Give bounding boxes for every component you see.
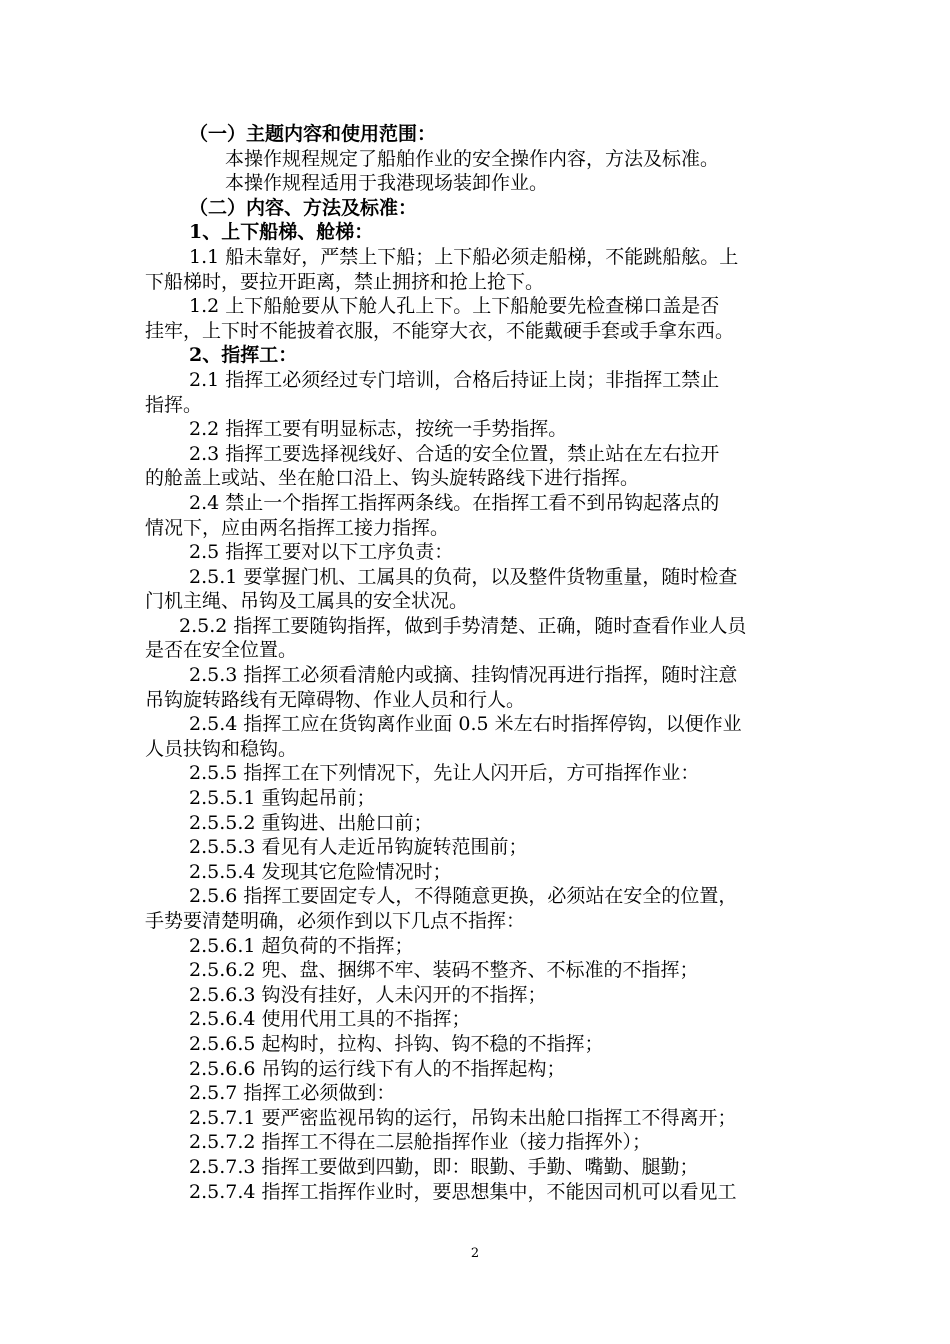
paragraph-line: 手势要清楚明确，必须作到以下几点不指挥： bbox=[145, 910, 526, 932]
paragraph-line: 2.5.4 指挥工应在货钩离作业面 0.5 米左右时指挥停钩，以便作业 bbox=[189, 713, 742, 736]
section-heading-1: （一）主题内容和使用范围： bbox=[189, 123, 437, 145]
paragraph-line: 1.2 上下船舱要从下舱人孔上下。上下船舱要先检查梯口盖是否 bbox=[189, 295, 720, 318]
paragraph-line: 2.5.3 指挥工必须看清舱内或摘、挂钩情况再进行指挥，随时注意 bbox=[189, 664, 738, 687]
paragraph-line: 吊钩旋转路线有无障碍物、作业人员和行人。 bbox=[145, 688, 526, 711]
paragraph-line: 2.1 指挥工必须经过专门培训，合格后持证上岗；非指挥工禁止 bbox=[189, 368, 720, 391]
paragraph-line: 2.5.6.3 钩没有挂好，人未闪开的不指挥； bbox=[189, 983, 547, 1006]
paragraph-line: 2.2 指挥工要有明显标志，按统一手势指挥。 bbox=[189, 418, 568, 441]
page-number: 2 bbox=[470, 1246, 480, 1261]
paragraph-line: 2.5.6.1 超负荷的不指挥； bbox=[189, 934, 414, 957]
paragraph-line: 2.5.2 指挥工要随钩指挥，做到手势清楚、正确，随时查看作业人员 bbox=[179, 614, 747, 637]
paragraph-line: 2.5.5.3 看见有人走近吊钩旋转范围前； bbox=[189, 836, 528, 859]
paragraph-line: 2.5.6.5 起构时，拉构、抖钩、钩不稳的不指挥； bbox=[189, 1032, 604, 1055]
paragraph-line: 2.5.7.4 指挥工指挥作业时，要思想集中，不能因司机可以看见工 bbox=[189, 1180, 737, 1203]
paragraph-line: 2.5.7.2 指挥工不得在二层舱指挥作业（接力指挥外）； bbox=[189, 1131, 652, 1154]
paragraph-line: 门机主绳、吊钩及工属具的安全状况。 bbox=[145, 590, 469, 613]
paragraph-line: 2.5.7.1 要严密监视吊钩的运行，吊钩未出舱口指挥工不得离开； bbox=[189, 1106, 737, 1129]
subsection-heading-2: 2、指挥工： bbox=[189, 344, 298, 367]
paragraph-line: 下船梯时，要拉开距离，禁止拥挤和抢上抢下。 bbox=[145, 270, 545, 293]
paragraph-line: 指挥。 bbox=[145, 393, 203, 416]
paragraph-line: 2.5.5.4 发现其它危险情况时； bbox=[189, 860, 452, 883]
paragraph-line: 2.5.6.2 兜、盘、捆绑不牢、装码不整齐、不标准的不指挥； bbox=[189, 959, 699, 982]
paragraph-line: 2.5.5.2 重钩进、出舱口前； bbox=[189, 811, 433, 834]
paragraph-line: 2.5.5 指挥工在下列情况下，先让人闪开后，方可指挥作业： bbox=[189, 762, 700, 785]
paragraph-line: 情况下，应由两名指挥工接力指挥。 bbox=[145, 516, 450, 539]
paragraph-line: 2.4 禁止一个指挥工指挥两条线。在指挥工看不到吊钩起落点的 bbox=[189, 491, 720, 514]
paragraph-line: 2.5.5.1 重钩起吊前； bbox=[189, 787, 376, 810]
paragraph-line: 2.5.6.4 使用代用工具的不指挥； bbox=[189, 1008, 471, 1031]
subsection-heading-1: 1、上下船梯、舱梯： bbox=[189, 221, 374, 244]
paragraph-line: 2.3 指挥工要选择视线好、合适的安全位置，禁止站在左右拉开 bbox=[189, 442, 720, 465]
paragraph-line: 是否在安全位置。 bbox=[145, 639, 298, 662]
paragraph-line: 本操作规程规定了船舶作业的安全操作内容，方法及标准。 bbox=[225, 147, 720, 170]
paragraph-line: 2.5 指挥工要对以下工序负责： bbox=[189, 541, 454, 564]
paragraph-line: 本操作规程适用于我港现场装卸作业。 bbox=[225, 172, 549, 195]
paragraph-line: 挂牢，上下时不能披着衣服，不能穿大衣，不能戴硬手套或手拿东西。 bbox=[145, 319, 735, 342]
paragraph-line: 1.1 船未靠好，严禁上下船；上下船必须走船梯，不能跳船舷。上 bbox=[189, 245, 739, 268]
paragraph-line: 的舱盖上或站、坐在舱口沿上、钩头旋转路线下进行指挥。 bbox=[145, 467, 640, 490]
paragraph-line: 2.5.6.6 吊钩的运行线下有人的不指挥起构； bbox=[189, 1057, 566, 1080]
paragraph-line: 2.5.1 要掌握门机、工属具的负荷，以及整件货物重量，随时检查 bbox=[189, 565, 738, 588]
paragraph-line: 2.5.7 指挥工必须做到： bbox=[189, 1082, 396, 1105]
paragraph-line: 2.5.6 指挥工要固定专人，不得随意更换，必须站在安全的位置， bbox=[189, 885, 738, 908]
document-body bbox=[145, 122, 810, 1204]
section-heading-2: （二）内容、方法及标准： bbox=[189, 196, 418, 219]
paragraph-line: 人员扶钩和稳钩。 bbox=[145, 737, 298, 760]
paragraph-line: 2.5.7.3 指挥工要做到四勤，即：眼勤、手勤、嘴勤、腿勤； bbox=[189, 1155, 699, 1178]
